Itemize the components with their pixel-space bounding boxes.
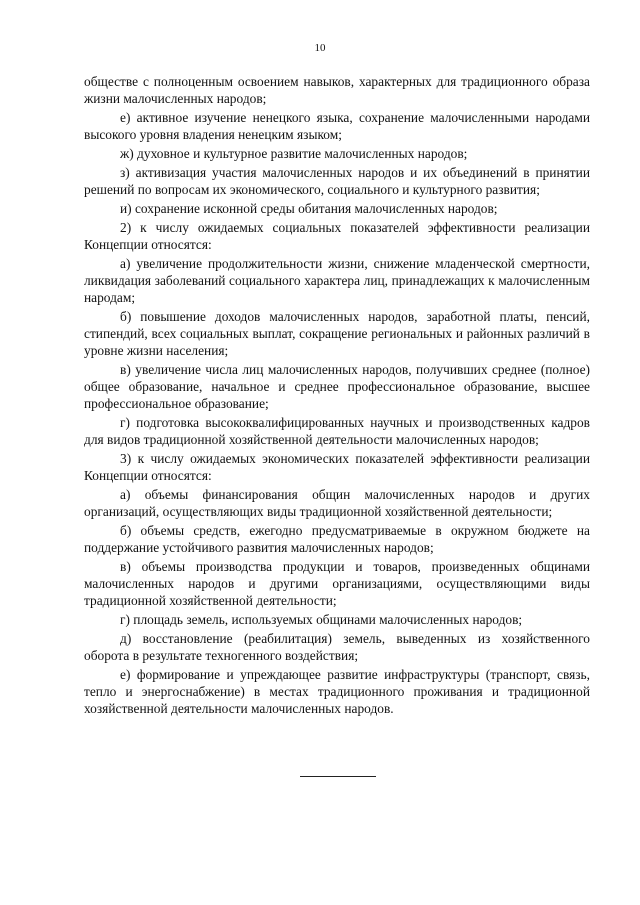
list-item-z: з) активизация участия малочисленных народов и их объединений в принятии решений по вопросам их экономического, социального и культурного развития; <box>84 165 590 197</box>
list-item-i: и) сохранение исконной среды обитания малочисленных народов; <box>120 201 498 216</box>
economic-item-a: а) объемы финансирования общин малочисленных народов и других организаций, осуществляющих виды традиционной хозяйственной деятельности; <box>84 487 590 519</box>
end-of-document-line <box>300 776 376 777</box>
social-item-b: б) повышение доходов малочисленных народов, заработной платы, пенсий, стипендий, всех социальных выплат, сокращение региональных и районных различий в уровне жизни населения; <box>84 309 590 358</box>
page-number: 10 <box>314 42 326 54</box>
list-item-e: е) активное изучение ненецкого языка, сохранение малочисленными народами высокого уровня владения ненецким языком; <box>84 110 590 142</box>
economic-item-e: е) формирование и упреждающее развитие инфраструктуры (транспорт, связь, тепло и энергоснабжение) в местах традиционного проживания и традиционной хозяйственной деятельности малочисленных народов. <box>84 667 590 716</box>
social-item-v: в) увеличение числа лиц малочисленных народов, получивших среднее (полное) общее образование, начальное и среднее профессиональное образование, высшее профессиональное образование; <box>84 362 590 411</box>
section-social-indicators: 2) к числу ожидаемых социальных показателей эффективности реализации Концепции относятся: <box>84 220 590 252</box>
document-body <box>84 73 590 719</box>
social-item-a: а) увеличение продолжительности жизни, снижение младенческой смертности, ликвидация заболеваний социального характера лиц, принадлежащих к малочисленным народам; <box>84 256 590 305</box>
economic-item-d: д) восстановление (реабилитация) земель, выведенных из хозяйственного оборота в результате техногенного воздействия; <box>84 631 590 663</box>
social-item-g: г) подготовка высококвалифицированных научных и производственных кадров для видов традиционной хозяйственной деятельности малочисленных народов; <box>84 415 590 447</box>
list-item-zh: ж) духовное и культурное развитие малочисленных народов; <box>120 146 468 161</box>
paragraph-continuation: обществе с полноценным освоением навыков, характерных для традиционного образа жизни малочисленных народов; <box>84 74 590 106</box>
economic-item-g: г) площадь земель, используемых общинами малочисленных народов; <box>120 612 523 627</box>
economic-item-b: б) объемы средств, ежегодно предусматриваемые в окружном бюджете на поддержание устойчивого развития малочисленных народов; <box>84 523 590 555</box>
economic-item-v: в) объемы производства продукции и товаров, произведенных общинами малочисленных народов и другими организациями, осуществляющими виды традиционной хозяйственной деятельности; <box>84 559 590 608</box>
section-economic-indicators: 3) к числу ожидаемых экономических показателей эффективности реализации Концепции относятся: <box>84 451 590 483</box>
